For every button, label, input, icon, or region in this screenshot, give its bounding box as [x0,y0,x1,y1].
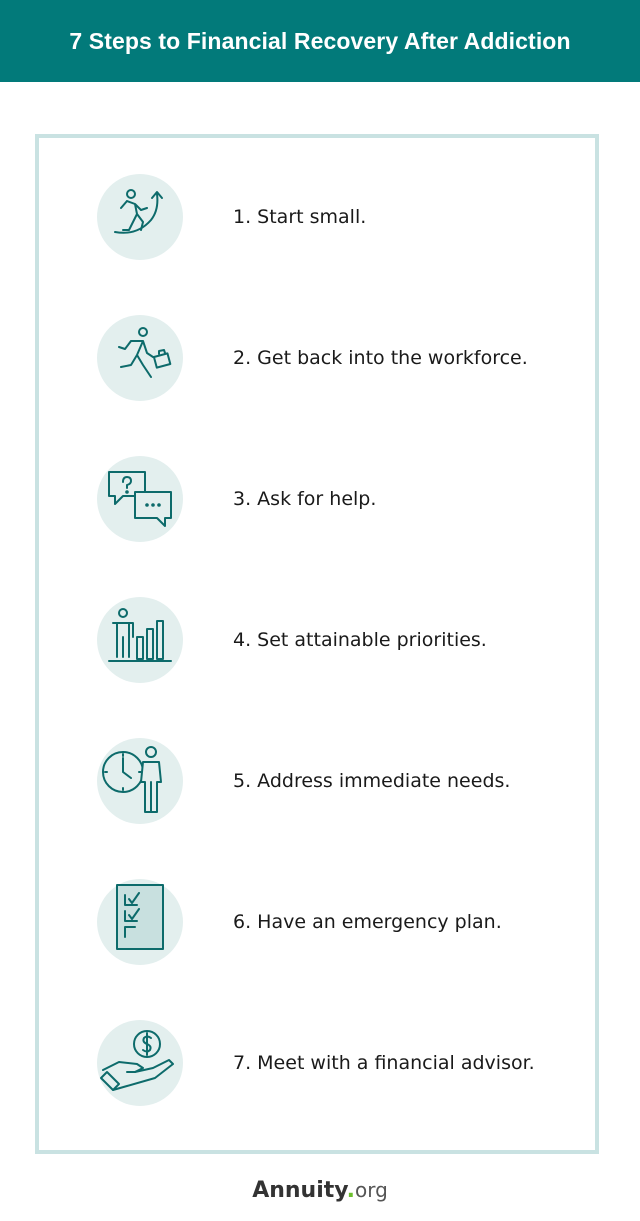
step-label: 5. Address immediate needs. [233,770,511,792]
logo-dot: . [346,1178,355,1203]
step-label: 4. Set attainable priorities. [233,629,487,651]
header-bar [0,0,640,82]
step-label: 6. Have an emergency plan. [233,911,502,933]
person-bar-chart-icon [97,597,183,683]
step-label: 7. Meet with a financial advisor. [233,1052,535,1074]
step-item [39,738,595,828]
footer [0,1178,640,1203]
running-uphill-arrow-icon [97,174,183,260]
step-item [39,879,595,969]
hand-dollar-coin-icon [97,1020,183,1106]
logo-tld-text: org [354,1178,388,1202]
clock-person-icon [97,738,183,824]
logo-main-text: Annuity [252,1178,347,1203]
step-label: 3. Ask for help. [233,488,377,510]
page-title: 7 Steps to Financial Recovery After Addiction [69,27,571,54]
step-item [39,174,595,264]
running-with-briefcase-icon [97,315,183,401]
step-item [39,456,595,546]
step-label: 1. Start small. [233,206,367,228]
step-label: 2. Get back into the workforce. [233,347,528,369]
chat-bubbles-question-icon [97,456,183,542]
step-item [39,597,595,687]
checklist-icon [97,879,183,965]
step-item [39,315,595,405]
step-item [39,1020,595,1110]
steps-card [35,134,599,1154]
annuity-logo[interactable] [252,1178,388,1203]
